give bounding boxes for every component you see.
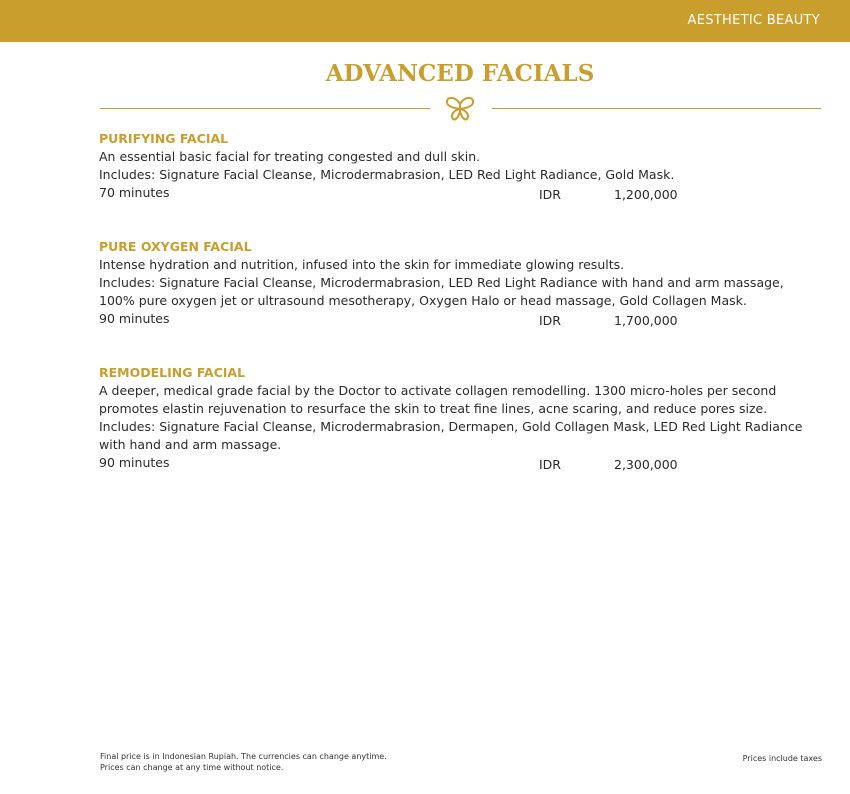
treatment-includes-continued: 100% pure oxygen jet or ultrasound mesotherapy, Oxygen Halo or head massage, Gold Collagen Mask. xyxy=(99,293,747,308)
treatment-duration: 90 minutes xyxy=(99,311,170,326)
treatment-purifying-facial xyxy=(99,130,829,202)
treatment-includes-continued: with hand and arm massage. xyxy=(99,437,282,452)
footer-note xyxy=(100,751,387,773)
treatment-name: REMODELING FACIAL xyxy=(99,365,246,380)
treatment-description-continued: promotes elastin rejuvenation to resurface the skin to treat fine lines, acne scaring, and reduce pores size. xyxy=(99,401,768,416)
treatment-description: A deeper, medical grade facial by the Doctor to activate collagen remodelling. 1300 micro-holes per second xyxy=(99,383,777,398)
price-row xyxy=(99,184,829,202)
butterfly-ornament-icon xyxy=(444,96,476,122)
page-title: ADVANCED FACIALS xyxy=(325,60,595,87)
header-title: AESTHETIC BEAUTY xyxy=(687,13,820,28)
price-amount: 1,200,000 xyxy=(614,187,678,202)
price-currency: IDR xyxy=(539,313,561,328)
footer-note-line: Final price is in Indonesian Rupiah. The currencies can change anytime. xyxy=(100,752,387,761)
price-currency: IDR xyxy=(539,187,561,202)
price-currency: IDR xyxy=(539,457,561,472)
footer-taxes-note: Prices include taxes xyxy=(742,754,822,763)
price-amount: 1,700,000 xyxy=(614,313,678,328)
treatment-duration: 90 minutes xyxy=(99,455,170,470)
treatment-includes: Includes: Signature Facial Cleanse, Microdermabrasion, Dermapen, Gold Collagen Mask, LED Red Light Radiance xyxy=(99,419,803,434)
price-row xyxy=(99,310,829,328)
treatment-name: PURIFYING FACIAL xyxy=(99,131,229,146)
treatment-includes: Includes: Signature Facial Cleanse, Microdermabrasion, LED Red Light Radiance, Gold Mask. xyxy=(99,167,675,182)
treatment-remodeling-facial xyxy=(99,364,829,472)
title-divider-left xyxy=(100,108,430,109)
price-row xyxy=(99,454,829,472)
header-bar xyxy=(0,0,850,42)
treatment-duration: 70 minutes xyxy=(99,185,170,200)
footer-note-line: Prices can change at any time without notice. xyxy=(100,763,284,772)
treatment-includes: Includes: Signature Facial Cleanse, Microdermabrasion, LED Red Light Radiance with hand and arm massage, xyxy=(99,275,784,290)
treatment-description: An essential basic facial for treating congested and dull skin. xyxy=(99,149,481,164)
treatment-description: Intense hydration and nutrition, infused into the skin for immediate glowing results. xyxy=(99,257,625,272)
title-divider-right xyxy=(492,108,821,109)
price-amount: 2,300,000 xyxy=(614,457,678,472)
treatment-name: PURE OXYGEN FACIAL xyxy=(99,239,252,254)
treatment-pure-oxygen-facial xyxy=(99,238,829,328)
